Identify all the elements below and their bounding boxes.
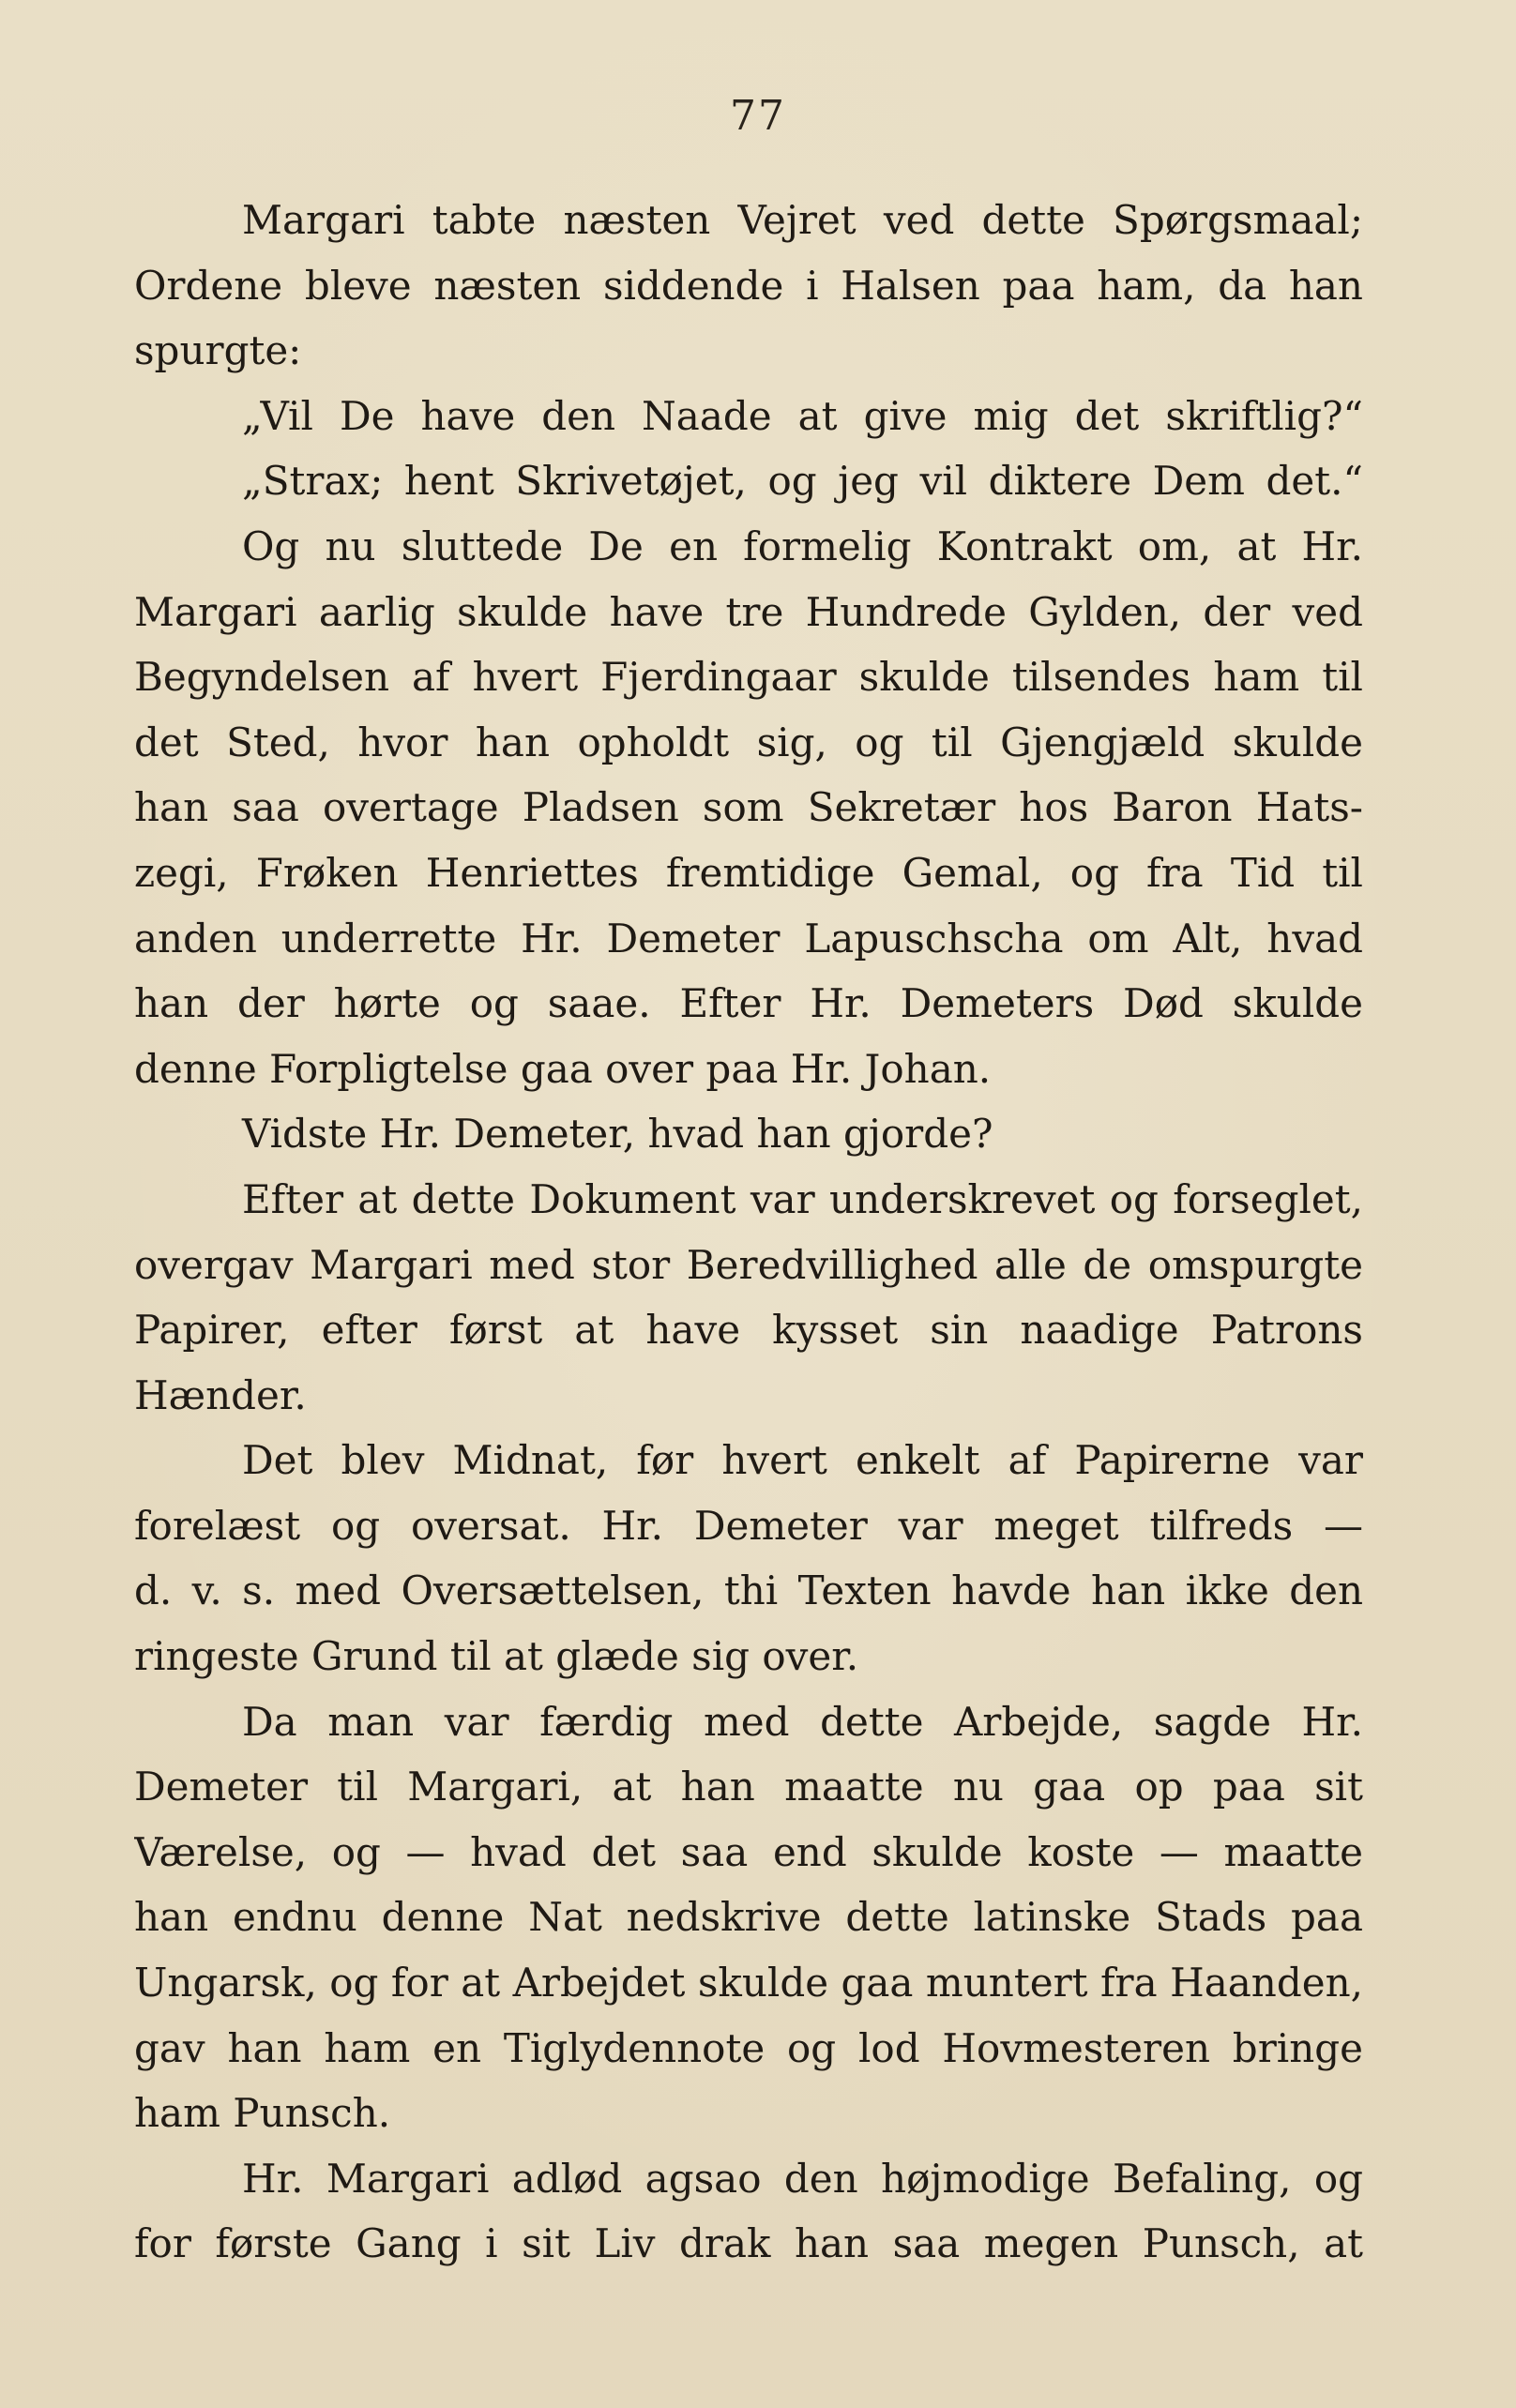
- text-line: Begyndelsen af hvert Fjerdingaar skulde tilsendes ham til: [134, 654, 1363, 701]
- text-line: det Sted, hvor han opholdt sig, og til Gjengjæld skulde: [134, 719, 1363, 765]
- text-line: Demeter til Margari, at han maatte nu gaa op paa sit: [134, 1764, 1363, 1810]
- text-line: Hr. Margari adlød agsao den højmodige Befaling, og: [242, 2155, 1363, 2202]
- text-line: Papirer, efter først at have kysset sin naadige Patrons: [134, 1307, 1363, 1354]
- text-line: ringeste Grund til at glæde sig over.: [134, 1633, 859, 1680]
- text-line: „Vil De have den Naade at give mig det skriftlig?“: [242, 392, 1363, 439]
- text-line: Og nu sluttede De en formelig Kontrakt om, at Hr.: [242, 522, 1363, 569]
- text-line: Da man var færdig med dette Arbejde, sagde Hr.: [242, 1698, 1363, 1745]
- text-line: Hænder.: [134, 1371, 307, 1418]
- text-line: Vidste Hr. Demeter, hvad han gjorde?: [242, 1111, 993, 1158]
- text-line: overgav Margari med stor Beredvillighed alle de omspurgte: [134, 1241, 1363, 1288]
- text-line: han saa overtage Pladsen som Sekretær hos Baron Hats-: [134, 784, 1363, 831]
- text-line: spurgte:: [134, 327, 302, 374]
- text-line: Ungarsk, og for at Arbejdet skulde gaa muntert fra Haanden,: [134, 1960, 1363, 2007]
- text-line: Margari tabte næsten Vejret ved dette Spørgsmaal;: [242, 197, 1363, 243]
- text-line: han der hørte og saae. Efter Hr. Demeters Død skulde: [134, 980, 1363, 1027]
- text-line: forelæst og oversat. Hr. Demeter var meget tilfreds —: [134, 1502, 1363, 1549]
- text-line: ham Punsch.: [134, 2090, 391, 2137]
- text-line: Det blev Midnat, før hvert enkelt af Papirerne var: [242, 1437, 1363, 1484]
- text-line: denne Forpligtelse gaa over paa Hr. Johan.: [134, 1045, 992, 1092]
- text-line: for første Gang i sit Liv drak han saa megen Punsch, at: [134, 2220, 1363, 2267]
- page-number: 77: [730, 92, 786, 140]
- text-line: gav han ham en Tiglydennote og lod Hovmesteren bringe: [134, 2024, 1363, 2071]
- body-text: [134, 188, 1363, 2277]
- text-line: han endnu denne Nat nedskrive dette latinske Stads paa: [134, 1894, 1363, 1941]
- text-line: zegi, Frøken Henriettes fremtidige Gemal, og fra Tid til: [134, 849, 1363, 896]
- text-line: d. v. s. med Oversættelsen, thi Texten havde han ikke den: [134, 1567, 1363, 1614]
- text-line: Ordene bleve næsten siddende i Halsen paa ham, da han: [134, 262, 1363, 309]
- text-line: Margari aarlig skulde have tre Hundrede Gylden, der ved: [134, 588, 1363, 635]
- text-line: Værelse, og — hvad det saa end skulde koste — maatte: [134, 1828, 1363, 1875]
- text-line: anden underrette Hr. Demeter Lapuschscha om Alt, hvad: [134, 915, 1363, 962]
- text-line: „Strax; hent Skrivetøjet, og jeg vil diktere Dem det.“: [242, 458, 1363, 505]
- text-line: Efter at dette Dokument var underskrevet og forseglet,: [242, 1175, 1363, 1222]
